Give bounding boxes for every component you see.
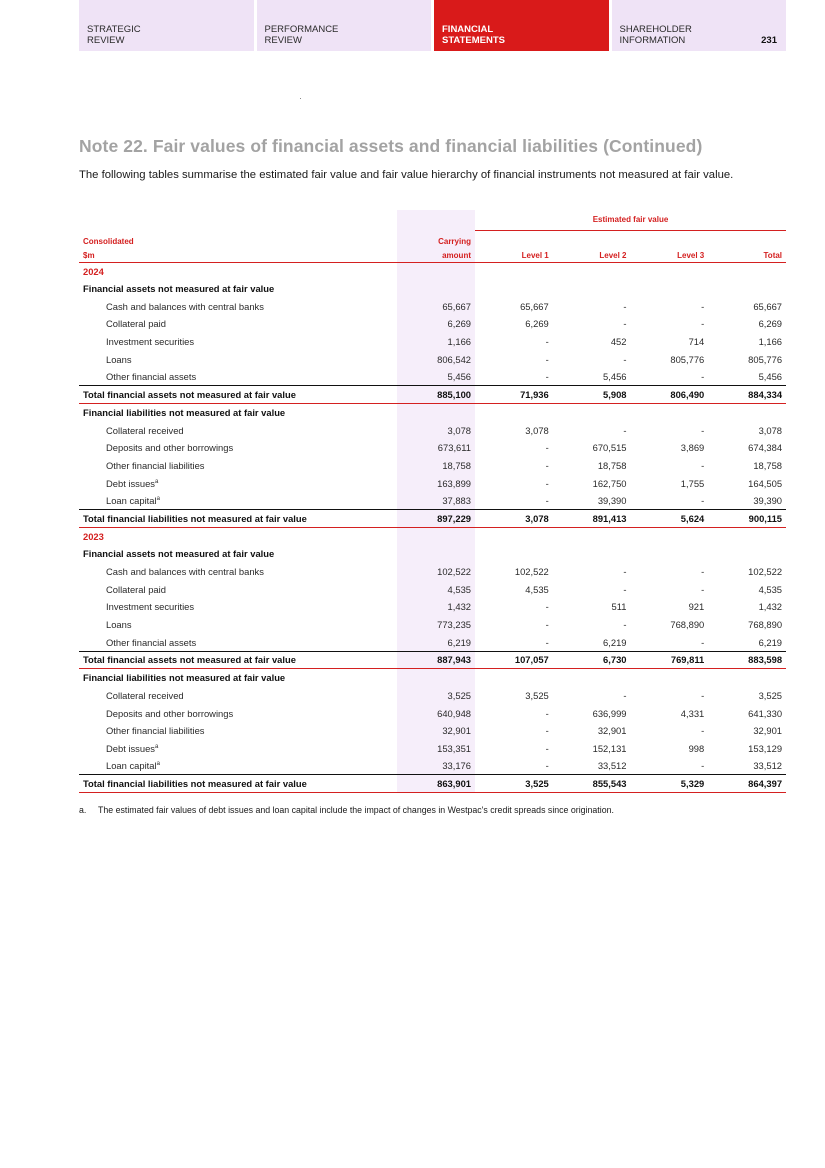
- table-row: [79, 740, 786, 758]
- row-label-text: Other financial assets: [106, 636, 197, 648]
- row-label-text: Collateral paid: [106, 318, 166, 330]
- level3-cell: 4,331: [680, 707, 705, 719]
- table-row: [79, 757, 786, 775]
- table-row: [79, 633, 786, 651]
- level1-cell: -: [545, 742, 549, 754]
- tab-label-line1: FINANCIAL: [442, 24, 494, 35]
- level3-cell: 921: [688, 601, 705, 613]
- level2-header: Level 2: [553, 246, 631, 262]
- level2-cell: 18,758: [597, 459, 627, 471]
- level3-cell: 5,624: [631, 510, 709, 528]
- table-row: [79, 333, 786, 351]
- level2-cell: 670,515: [592, 442, 627, 454]
- level2-cell: 32,901: [597, 725, 627, 737]
- total-cell: 3,078: [758, 424, 783, 436]
- total-row: [79, 510, 786, 528]
- carrying-amount-cell: 102,522: [397, 563, 475, 581]
- carrying-header-line2: amount: [397, 246, 475, 262]
- total-cell: [708, 527, 786, 545]
- level2-cell: 891,413: [553, 510, 631, 528]
- total-cell: [708, 262, 786, 280]
- level1-cell: [475, 669, 553, 687]
- row-label-text: Financial assets not measured at fair value: [83, 283, 275, 295]
- carrying-amount-cell: 1,432: [397, 598, 475, 616]
- total-cell: 805,776: [748, 353, 783, 365]
- row-label: [79, 333, 397, 351]
- row-label-text: Total financial liabilities not measured at fair value: [83, 512, 307, 524]
- total-cell: 768,890: [748, 619, 783, 631]
- footnote-text: The estimated fair values of debt issues and loan capital include the impact of changes in Westpac's credit spreads since origination.: [98, 805, 614, 815]
- row-label-text: Other financial liabilities: [106, 725, 205, 737]
- level2-cell: 6,730: [553, 651, 631, 669]
- footnote-marker: a.: [79, 805, 87, 815]
- row-label: [79, 545, 397, 563]
- level1-cell: -: [545, 760, 549, 772]
- table-row: [79, 474, 786, 492]
- table-row: [79, 350, 786, 368]
- footnote-reference: a: [154, 743, 159, 750]
- level3-header: Level 3: [631, 246, 709, 262]
- total-cell: 884,334: [708, 386, 786, 404]
- table-row: [79, 368, 786, 386]
- tab-strategic-review[interactable]: [79, 0, 254, 51]
- section-row: [79, 545, 786, 563]
- level1-cell: 65,667: [520, 300, 549, 312]
- page-title: Note 22. Fair values of financial assets and financial liabilities (Continued): [79, 136, 703, 156]
- row-label-text: Total financial assets not measured at fair value: [83, 654, 296, 666]
- total-cell: 674,384: [748, 442, 783, 454]
- level1-cell: 102,522: [514, 566, 549, 578]
- level2-cell: -: [623, 619, 627, 631]
- level2-cell: 33,512: [597, 760, 627, 772]
- level2-cell: -: [623, 566, 627, 578]
- carrying-amount-cell: [397, 669, 475, 687]
- row-label: [79, 563, 397, 581]
- row-label-text: Loans: [106, 353, 132, 365]
- row-label-text: Collateral received: [106, 689, 184, 701]
- level2-cell: -: [623, 424, 627, 436]
- table-row: [79, 315, 786, 333]
- carrying-amount-cell: 6,269: [397, 315, 475, 333]
- tab-label-line2: REVIEW: [264, 34, 302, 46]
- total-cell: 5,456: [758, 371, 783, 383]
- row-label: [79, 439, 397, 457]
- stray-dot: [300, 98, 301, 99]
- page-number: 231: [761, 35, 777, 46]
- row-label-text: Cash and balances with central banks: [106, 566, 264, 578]
- level1-cell: 3,525: [475, 775, 553, 793]
- row-label: [79, 297, 397, 315]
- level1-cell: 107,057: [475, 651, 553, 669]
- tab-label-line2: INFORMATION: [619, 34, 686, 46]
- row-label-text: Investment securities: [106, 336, 195, 348]
- level3-cell: -: [701, 760, 705, 772]
- row-label: [79, 669, 397, 687]
- level2-cell: 162,750: [592, 477, 627, 489]
- carrying-amount-cell: 4,535: [397, 580, 475, 598]
- carrying-amount-cell: 897,229: [397, 510, 475, 528]
- row-label-text: Deposits and other borrowings: [106, 707, 234, 719]
- level3-cell: 1,755: [680, 477, 705, 489]
- row-label: [79, 775, 397, 793]
- total-cell: 164,505: [748, 477, 783, 489]
- table-row: [79, 580, 786, 598]
- table-row: [79, 598, 786, 616]
- row-label: [79, 421, 397, 439]
- row-label: [79, 527, 397, 545]
- footnote-reference: a: [156, 761, 160, 768]
- row-label: [79, 368, 397, 386]
- row-label: [79, 492, 397, 510]
- level3-cell: [631, 280, 709, 298]
- row-label: [79, 350, 397, 368]
- level1-cell: -: [545, 601, 549, 613]
- table-row: [79, 421, 786, 439]
- row-label-text: Loan capital: [106, 760, 157, 772]
- section-row: [79, 280, 786, 298]
- carrying-amount-cell: [397, 262, 475, 280]
- level3-cell: 769,811: [631, 651, 709, 669]
- total-cell: 39,390: [753, 495, 783, 507]
- level1-cell: 71,936: [475, 386, 553, 404]
- row-label-text: Deposits and other borrowings: [106, 442, 234, 454]
- row-label-text: Debt issues: [106, 742, 155, 754]
- footnote: [79, 805, 614, 815]
- level3-cell: -: [701, 689, 705, 701]
- row-label: [79, 315, 397, 333]
- level3-cell: -: [701, 318, 705, 330]
- total-cell: 102,522: [748, 566, 783, 578]
- level3-cell: 806,490: [631, 386, 709, 404]
- row-label-text: Collateral received: [106, 424, 184, 436]
- row-label: [79, 651, 397, 669]
- level1-cell: 6,269: [525, 318, 549, 330]
- total-cell: 864,397: [708, 775, 786, 793]
- level2-cell: 152,131: [592, 742, 627, 754]
- carrying-amount-cell: 640,948: [397, 704, 475, 722]
- level2-cell: 6,219: [603, 636, 627, 648]
- intro-paragraph: The following tables summarise the estimated fair value and fair value hierarchy of financial instruments not measured at fair value.: [79, 169, 734, 181]
- carrying-amount-cell: [397, 404, 475, 422]
- row-label-text: Financial assets not measured at fair value: [83, 548, 275, 560]
- carrying-amount-cell: [397, 527, 475, 545]
- total-row: [79, 386, 786, 404]
- level2-cell: 5,456: [603, 371, 627, 383]
- table-row: [79, 439, 786, 457]
- level3-cell: 998: [688, 742, 705, 754]
- level1-cell: -: [545, 353, 549, 365]
- carrying-amount-cell: 153,351: [397, 740, 475, 758]
- level1-cell: -: [545, 459, 549, 471]
- table-body: [79, 262, 786, 793]
- row-label: [79, 580, 397, 598]
- table-row: [79, 722, 786, 740]
- level1-cell: -: [545, 442, 549, 454]
- carrying-amount-cell: 33,176: [397, 757, 475, 775]
- row-label: [79, 457, 397, 475]
- level1-cell: 4,535: [525, 583, 549, 595]
- total-row: [79, 775, 786, 793]
- row-label: [79, 404, 397, 422]
- row-label-text: Cash and balances with central banks: [106, 300, 264, 312]
- carrying-amount-cell: 773,235: [397, 616, 475, 634]
- carrying-amount-cell: 6,219: [397, 633, 475, 651]
- total-cell: 65,667: [753, 300, 783, 312]
- carrying-amount-cell: 3,078: [397, 421, 475, 439]
- level1-cell: -: [545, 636, 549, 648]
- total-cell: [708, 404, 786, 422]
- footnote-reference: a: [154, 478, 159, 485]
- carrying-amount-cell: 1,166: [397, 333, 475, 351]
- fair-value-table-wrapper: [79, 210, 786, 793]
- carrying-header-line1: Carrying: [397, 230, 475, 246]
- section-row: [79, 669, 786, 687]
- level3-cell: -: [701, 636, 705, 648]
- carrying-amount-cell: [397, 545, 475, 563]
- level2-cell: -: [623, 583, 627, 595]
- tab-label-line2: REVIEW: [87, 34, 125, 46]
- level1-cell: -: [545, 619, 549, 631]
- level1-cell: -: [545, 495, 549, 507]
- estimated-fair-value-header: Estimated fair value: [475, 210, 786, 230]
- row-label: [79, 262, 397, 280]
- level3-cell: 805,776: [670, 353, 705, 365]
- unit-header: $m: [79, 246, 397, 262]
- year-row: [79, 527, 786, 545]
- level3-cell: -: [701, 300, 705, 312]
- carrying-amount-cell: [397, 280, 475, 298]
- carrying-amount-cell: 806,542: [397, 350, 475, 368]
- level3-cell: [631, 527, 709, 545]
- level2-cell: [553, 280, 631, 298]
- level2-cell: -: [623, 300, 627, 312]
- level2-cell: 855,543: [553, 775, 631, 793]
- table-row: [79, 297, 786, 315]
- total-cell: 33,512: [753, 760, 783, 772]
- level3-cell: -: [701, 459, 705, 471]
- row-label-text: Loan capital: [106, 495, 157, 507]
- level1-cell: -: [545, 371, 549, 383]
- level1-cell: -: [545, 707, 549, 719]
- total-cell: 6,269: [758, 318, 783, 330]
- level3-cell: [631, 545, 709, 563]
- row-label-text: Debt issues: [106, 477, 155, 489]
- row-label: [79, 510, 397, 528]
- level3-cell: 3,869: [680, 442, 705, 454]
- total-cell: 900,115: [708, 510, 786, 528]
- level3-cell: -: [701, 725, 705, 737]
- consolidated-header: Consolidated: [83, 237, 134, 246]
- level3-cell: -: [701, 495, 705, 507]
- level3-cell: 768,890: [670, 619, 705, 631]
- row-label-text: Financial liabilities not measured at fair value: [83, 407, 286, 419]
- row-label-text: 2023: [83, 530, 104, 542]
- level2-cell: 5,908: [553, 386, 631, 404]
- level3-cell: [631, 262, 709, 280]
- level3-cell: -: [701, 371, 705, 383]
- carrying-amount-cell: 887,943: [397, 651, 475, 669]
- carrying-amount-cell: 673,611: [397, 439, 475, 457]
- total-cell: 883,598: [708, 651, 786, 669]
- row-label-text: Collateral paid: [106, 583, 166, 595]
- level1-header: Level 1: [475, 246, 553, 262]
- row-label: [79, 740, 397, 758]
- level3-cell: -: [701, 424, 705, 436]
- carrying-amount-cell: 163,899: [397, 474, 475, 492]
- level2-cell: [553, 545, 631, 563]
- row-label-text: Loans: [106, 619, 132, 631]
- carrying-amount-cell: 37,883: [397, 492, 475, 510]
- level2-cell: [553, 527, 631, 545]
- total-cell: 1,432: [758, 601, 783, 613]
- level1-cell: 3,525: [525, 689, 549, 701]
- row-label: [79, 687, 397, 705]
- carrying-amount-cell: 18,758: [397, 457, 475, 475]
- row-label-text: Financial liabilities not measured at fair value: [83, 672, 286, 684]
- level3-cell: 5,329: [631, 775, 709, 793]
- row-label: [79, 704, 397, 722]
- table-row: [79, 687, 786, 705]
- carrying-amount-cell: 65,667: [397, 297, 475, 315]
- tab-financial-statements[interactable]: [434, 0, 609, 51]
- tab-label-line1: STRATEGIC: [87, 24, 141, 35]
- section-row: [79, 404, 786, 422]
- level3-cell: -: [701, 566, 705, 578]
- table-row: [79, 492, 786, 510]
- tab-label-line1: PERFORMANCE: [264, 24, 339, 35]
- level1-cell: [475, 280, 553, 298]
- level1-cell: [475, 404, 553, 422]
- level2-cell: [553, 262, 631, 280]
- level3-cell: [631, 669, 709, 687]
- level1-cell: [475, 262, 553, 280]
- level2-cell: [553, 669, 631, 687]
- level1-cell: 3,078: [525, 424, 549, 436]
- table-row: [79, 616, 786, 634]
- level1-cell: -: [545, 725, 549, 737]
- year-row: [79, 262, 786, 280]
- level2-cell: -: [623, 689, 627, 701]
- row-label-text: Other financial liabilities: [106, 459, 205, 471]
- total-cell: [708, 280, 786, 298]
- level1-cell: -: [545, 336, 549, 348]
- level3-cell: [631, 404, 709, 422]
- carrying-amount-cell: 5,456: [397, 368, 475, 386]
- total-cell: 4,535: [758, 583, 783, 595]
- row-label-text: Other financial assets: [106, 371, 197, 383]
- level1-cell: [475, 527, 553, 545]
- row-label: [79, 616, 397, 634]
- total-cell: 3,525: [758, 689, 783, 701]
- total-cell: [708, 545, 786, 563]
- row-label: [79, 598, 397, 616]
- total-row: [79, 651, 786, 669]
- level2-cell: 39,390: [597, 495, 627, 507]
- fair-value-table: [79, 210, 786, 793]
- level2-cell: -: [623, 353, 627, 365]
- level2-cell: 511: [611, 601, 627, 613]
- level2-cell: -: [623, 318, 627, 330]
- table-row: [79, 457, 786, 475]
- table-row: [79, 704, 786, 722]
- level1-cell: -: [545, 477, 549, 489]
- row-label-text: Investment securities: [106, 601, 195, 613]
- total-cell: 32,901: [753, 725, 783, 737]
- tab-shareholder-information[interactable]: [612, 0, 787, 51]
- carrying-amount-cell: 3,525: [397, 687, 475, 705]
- level2-cell: [553, 404, 631, 422]
- total-cell: 1,166: [758, 336, 783, 348]
- total-cell: [708, 669, 786, 687]
- table-row: [79, 563, 786, 581]
- row-label-text: Total financial liabilities not measured at fair value: [83, 778, 307, 790]
- total-cell: 18,758: [753, 459, 783, 471]
- section-navigation: [79, 0, 786, 51]
- row-label: [79, 386, 397, 404]
- level3-cell: 714: [688, 336, 705, 348]
- carrying-amount-cell: 863,901: [397, 775, 475, 793]
- row-label: [79, 722, 397, 740]
- row-label-text: 2024: [83, 265, 104, 277]
- row-label: [79, 757, 397, 775]
- level2-cell: 452: [610, 336, 627, 348]
- level2-cell: 636,999: [592, 707, 627, 719]
- row-label: [79, 280, 397, 298]
- tab-label-line1: SHAREHOLDER: [619, 24, 692, 35]
- total-cell: 153,129: [748, 742, 783, 754]
- tab-performance-review[interactable]: [257, 0, 432, 51]
- carrying-amount-cell: 885,100: [397, 386, 475, 404]
- level3-cell: -: [701, 583, 705, 595]
- row-label: [79, 474, 397, 492]
- level1-cell: [475, 545, 553, 563]
- carrying-amount-cell: 32,901: [397, 722, 475, 740]
- level1-cell: 3,078: [475, 510, 553, 528]
- row-label-text: Total financial assets not measured at fair value: [83, 389, 296, 401]
- total-header: Total: [708, 246, 786, 262]
- total-cell: 6,219: [758, 636, 783, 648]
- tab-label-line2: STATEMENTS: [442, 34, 505, 46]
- total-cell: 641,330: [748, 707, 783, 719]
- footnote-reference: a: [156, 495, 160, 502]
- row-label: [79, 633, 397, 651]
